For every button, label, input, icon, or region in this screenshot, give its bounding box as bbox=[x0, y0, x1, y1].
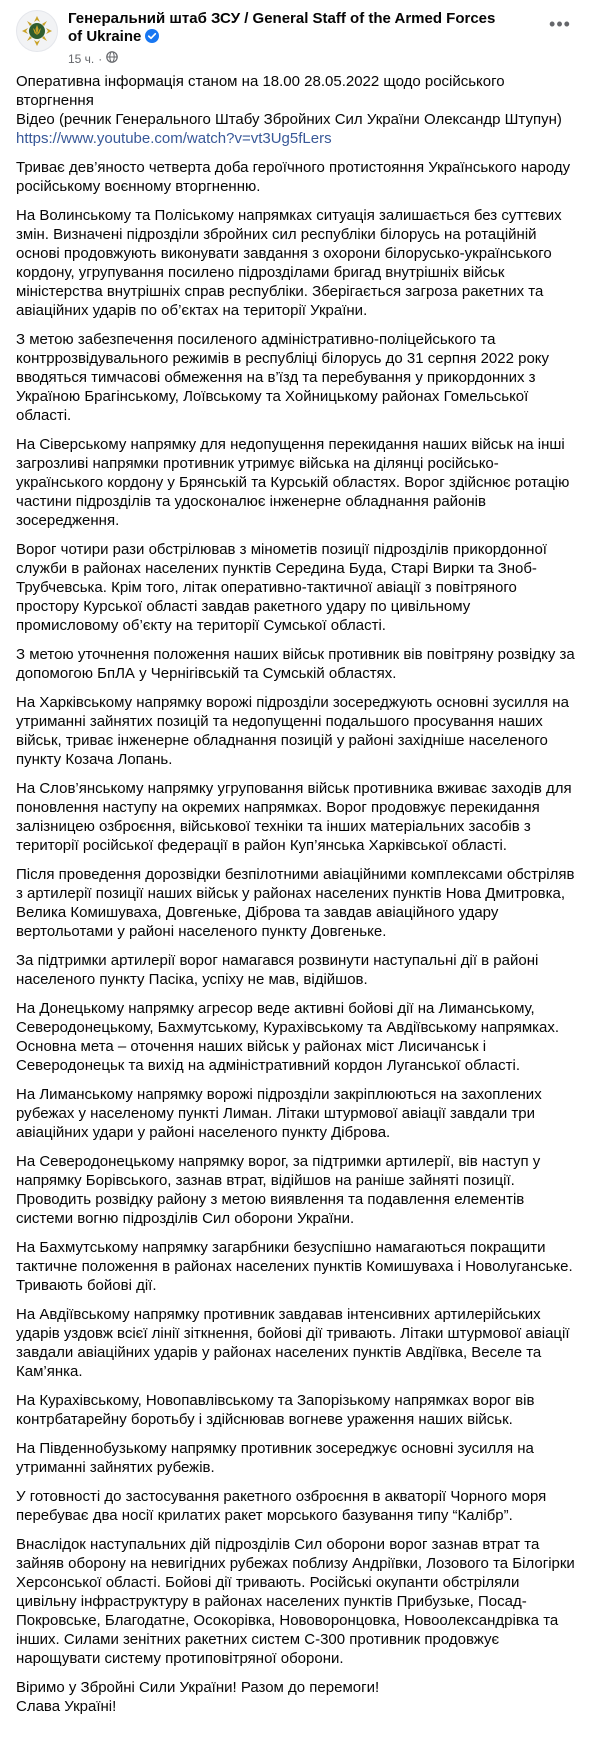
post-intro bbox=[16, 72, 575, 148]
post-paragraph: На Південнобузькому напрямку противник зосереджує основні зусилля на утриманні зайнятих рубежів. bbox=[16, 1440, 534, 1476]
post-header-text bbox=[68, 10, 575, 66]
closing-line-1: Віримо у Збройні Сили України! Разом до перемоги! bbox=[16, 1679, 380, 1696]
post-paragraph: Ворог чотири рази обстрілював з мінометів позиції підрозділів прикордонної служби в районах населених пунктів Середина Буда, Старі Вирки та Зноб-Трубчевська. Крім того, літак оперативно-тактичної авіації з повітряного простору Курської області завдав ракетного удару по цивільному промисловому об’єкту на території Сумської області. bbox=[16, 541, 547, 634]
post-time-link[interactable]: 15 ч. bbox=[68, 51, 95, 66]
page-name: Генеральний штаб ЗСУ / General Staff of the Armed Forces of Ukraine bbox=[68, 10, 496, 45]
post-paragraph: На Волинському та Поліському напрямках ситуація залишається без суттєвих змін. Визначені підрозділи збройних сил республіки білорусь на ротаційній основі продовжують виконувати завдання з охорони білорусько-українського кордону, угрупування посилено підрозділами бригад внутрішніх військ міністерства внутрішніх справ республіки. Зберігається загроза ракетних та авіаційних ударів по об’єктах на території України. bbox=[16, 207, 562, 319]
page-avatar[interactable] bbox=[16, 10, 58, 52]
post-paragraph: У готовності до застосування ракетного озброєння в акваторії Чорного моря перебуває два носії крилатих ракет морського базування типу “Калібр”. bbox=[16, 1488, 547, 1524]
verified-badge-icon bbox=[145, 29, 159, 48]
meta-separator: · bbox=[98, 51, 103, 66]
armed-forces-emblem-icon bbox=[20, 14, 54, 48]
post-paragraph: На Харківському напрямку ворожі підрозділи зосереджують основні зусилля на утриманні зайнятих позицій та недопущенні подальшого просування наших військ, триває інженерне обладнання позицій у районі західніше населеного пункту Козача Лопань. bbox=[16, 694, 569, 768]
post-paragraph: На Курахівському, Новопавлівському та Запорізькому напрямках ворог вів контрбатарейну боротьбу і здійснював вогневе ураження наших військ. bbox=[16, 1392, 535, 1428]
post-meta bbox=[68, 51, 575, 66]
post-paragraph: Після проведення дорозвідки безпілотними авіаційними комплексами обстріляв з артилерії позиції наших військ у районах населених пунктів Нова Дмитровка, Велика Комишуваха, Довгеньке, Діброва та завдав авіаційного удару вертольотами у районі населеного пункту Довгеньке. bbox=[16, 866, 575, 940]
closing-line-2: Слава Україні! bbox=[16, 1698, 117, 1715]
ellipsis-icon: ••• bbox=[549, 13, 571, 34]
post-body bbox=[16, 72, 575, 1716]
post-paragraph: На Сіверському напрямку для недопущення перекидання наших військ на інші загрозливі напрямки противник утримує війська на ділянці російсько-українського кордону у Брянській та Курській областях. Ворог здійснює ротацію частини підрозділів та удосконалює інженерне обладнання районів зосередження. bbox=[16, 436, 570, 529]
post-paragraph: З метою забезпечення посиленого адміністративно-поліцейського та контррозвідувального режимів в республіці білорусь до 31 серпня 2022 року вводяться тимчасові обмеження на в’їзд та перебування у прикордонних з Україною Брагінському, Лоївському та Хойницькому районах Гомельської області. bbox=[16, 331, 550, 424]
page-name-link[interactable] bbox=[68, 10, 508, 48]
post-header bbox=[16, 6, 575, 64]
post-paragraph: Триває дев’яносто четверта доба героїчного протистояння Українського народу російському воєнному вторгненню. bbox=[16, 159, 571, 195]
post-paragraph: На Слов’янському напрямку угруповання військ противника вживає заходів для поновлення наступу на окремих напрямках. Ворог продовжує перекидання залізницею озброєння, військової техніки та інших матеріальних засобів з території російської федерації в район Куп’янська Харківської області. bbox=[16, 780, 572, 854]
post-paragraph: На Донецькому напрямку агресор веде активні бойові дії на Лиманському, Северодонецькому, Бахмутському, Курахівському та Авдіївському напрямках. Основна мета – оточення наших військ у районах міст Лисичанськ і Северодонецьк та вихід на адміністративний кордон Луганської області. bbox=[16, 1000, 560, 1074]
post-paragraph: З метою уточнення положення наших військ противник вів повітряну розвідку за допомогою БпЛА у Чернігівській та Сумській областях. bbox=[16, 646, 575, 682]
post-paragraph: Внаслідок наступальних дій підрозділів Сил оборони ворог зазнав втрат та зайняв оборону на невигідних рубежах поблизу Андріївки, Лозового та Білогірки Херсонської області. Бойові дії тривають. Російські окупанти обстріляли цивільну інфраструктуру в районах населених пунктів Прибузьке, Посад-Покровське, Благодатне, Осокорівка, Нововоронцовка, Новоолександрівка та інших. Силами зенітних ракетних систем С-300 противник продовжує нарощувати систему протиповітряної оборони. bbox=[16, 1536, 575, 1667]
more-options-button[interactable] bbox=[545, 12, 575, 36]
post-paragraph: На Бахмутському напрямку загарбники безуспішно намагаються покращити тактичне положення в районах населених пунктів Комишуваха і Новолуганське. Тривають бойові дії. bbox=[16, 1239, 573, 1294]
intro-line-2: Відео (речник Генерального Штабу Збройних Сил України Олександр Штупун) bbox=[16, 111, 562, 128]
post-paragraph: На Авдіївському напрямку противник завдавав інтенсивних артилерійських ударів уздовж всієї лінії зіткнення, бойові дії тривають. Літаки штурмової авіації завдали авіаційних ударів у районах населених пунктів Авдіївка, Веселе та Кам’янка. bbox=[16, 1306, 570, 1380]
post-paragraph: За підтримки артилерії ворог намагався розвинути наступальні дії в районі населеного пункту Пасіка, успіху не мав, відійшов. bbox=[16, 952, 539, 988]
intro-line-1: Оперативна інформація станом на 18.00 28.05.2022 щодо російського вторгнення bbox=[16, 73, 505, 109]
post-paragraph: На Лиманському напрямку ворожі підрозділи закріплюються на захоплених рубежах у населеному пункті Лиман. Літаки штурмової авіації завдали три авіаційних удари у районі населеного пункту Діброва. bbox=[16, 1086, 542, 1141]
post-paragraph: На Северодонецькому напрямку ворог, за підтримки артилерії, вів наступ у напрямку Борівського, зазнав втрат, відійшов на раніше зайняті позиції. Проводить розвідку району з метою виявлення та подавлення елементів системи вогню підрозділів Сил оборони України. bbox=[16, 1153, 541, 1227]
audience-globe-icon[interactable] bbox=[106, 51, 118, 66]
youtube-video-link[interactable]: https://www.youtube.com/watch?v=vt3Ug5fLers bbox=[16, 130, 332, 147]
post-closing bbox=[16, 1678, 575, 1716]
